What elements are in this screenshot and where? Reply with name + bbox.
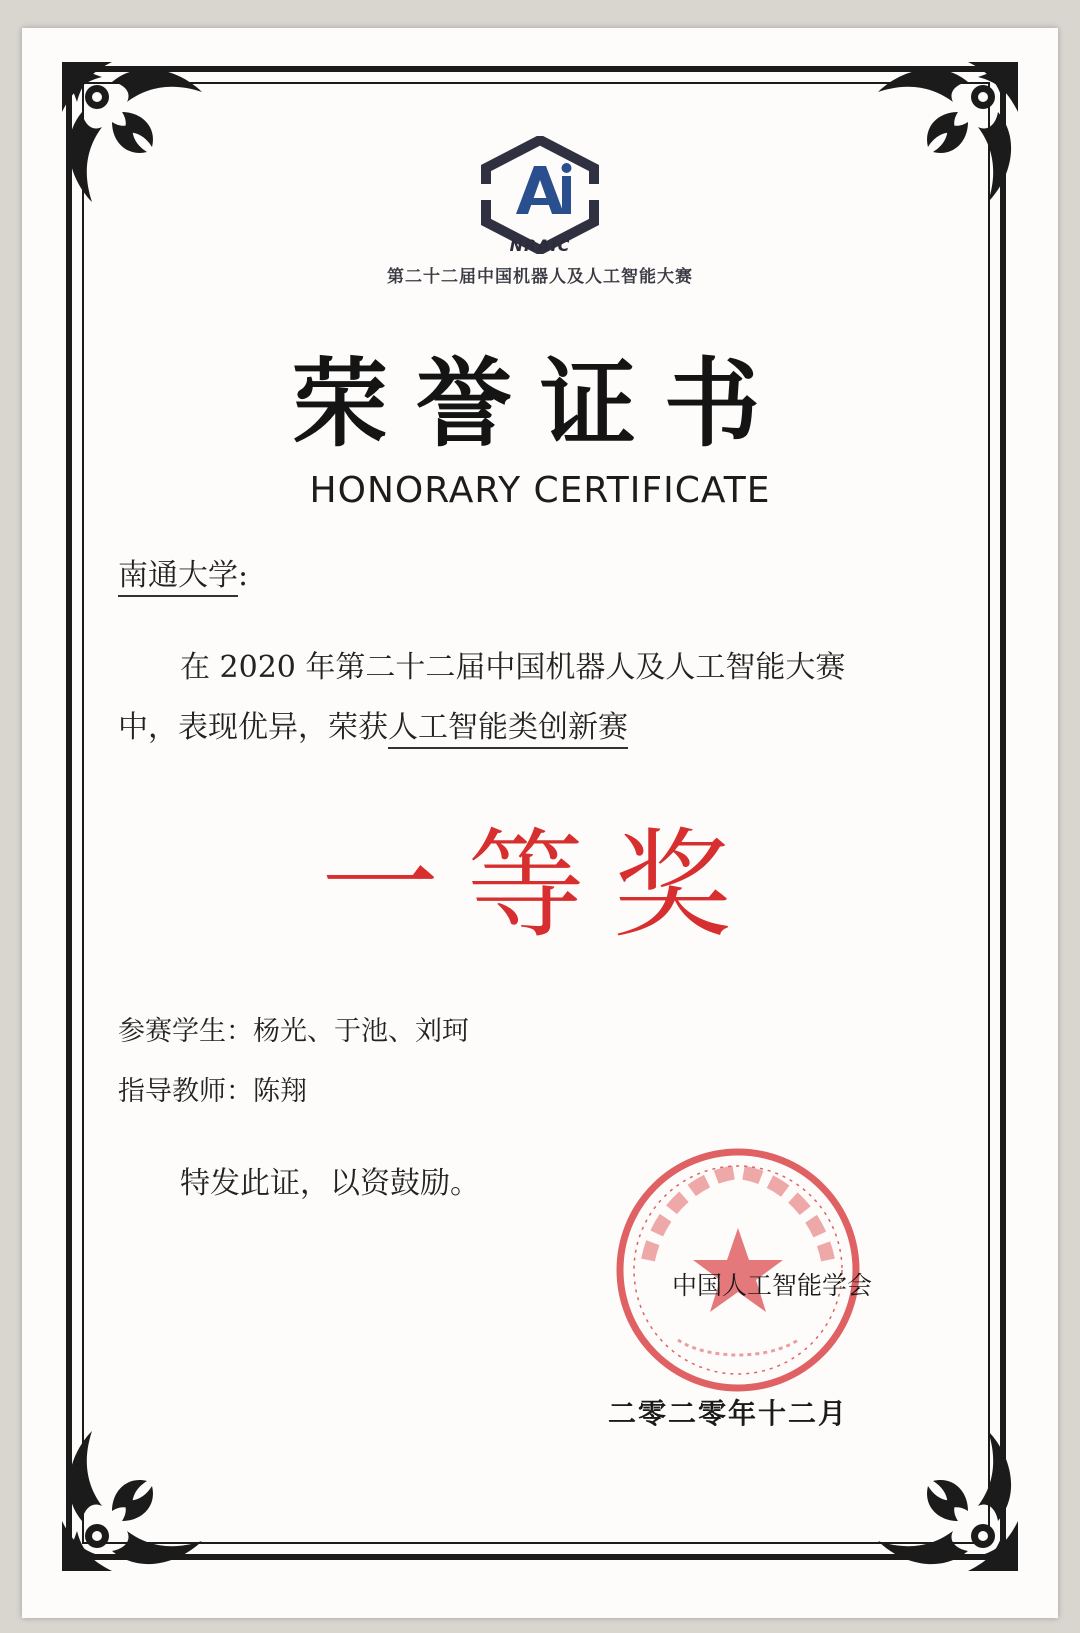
award-level: 一等奖 [320, 816, 759, 954]
participants-line [118, 1016, 469, 1048]
logo-wordmark: NRAIC [509, 236, 571, 255]
advisor-line [118, 1076, 307, 1108]
recipient-colon: : [238, 558, 249, 593]
corner-ornament-icon [52, 1411, 222, 1581]
corner-ornament-icon [858, 52, 1028, 222]
closing-statement: 特发此证，以资鼓励。 [180, 1166, 480, 1201]
advisor-label: 指导教师： [118, 1076, 253, 1107]
competition-name: 第二十二届中国机器人及人工智能大赛 [387, 267, 693, 287]
issue-date: 二零二零年十二月 [608, 1397, 849, 1430]
participants-names: 杨光、于池、刘珂 [253, 1016, 469, 1047]
recipient-name: 南通大学 [118, 558, 238, 597]
corner-ornament-icon [52, 52, 222, 222]
body-line-2 [118, 710, 628, 746]
advisor-name: 陈翔 [253, 1076, 307, 1107]
certificate-title-en: HONORARY CERTIFICATE [309, 470, 771, 511]
participants-label: 参赛学生： [118, 1016, 253, 1047]
issuer-name: 中国人工智能学会 [672, 1271, 873, 1300]
certificate-title-cn: 荣誉证书 [292, 347, 788, 460]
corner-ornament-icon [858, 1411, 1028, 1581]
body-line-1: 在 2020 年第二十二届中国机器人及人工智能大赛 [180, 650, 846, 685]
recipient-line [118, 558, 248, 594]
body-line-2-prefix: 中，表现优异，荣获 [118, 710, 388, 745]
award-category: 人工智能类创新赛 [388, 710, 628, 749]
